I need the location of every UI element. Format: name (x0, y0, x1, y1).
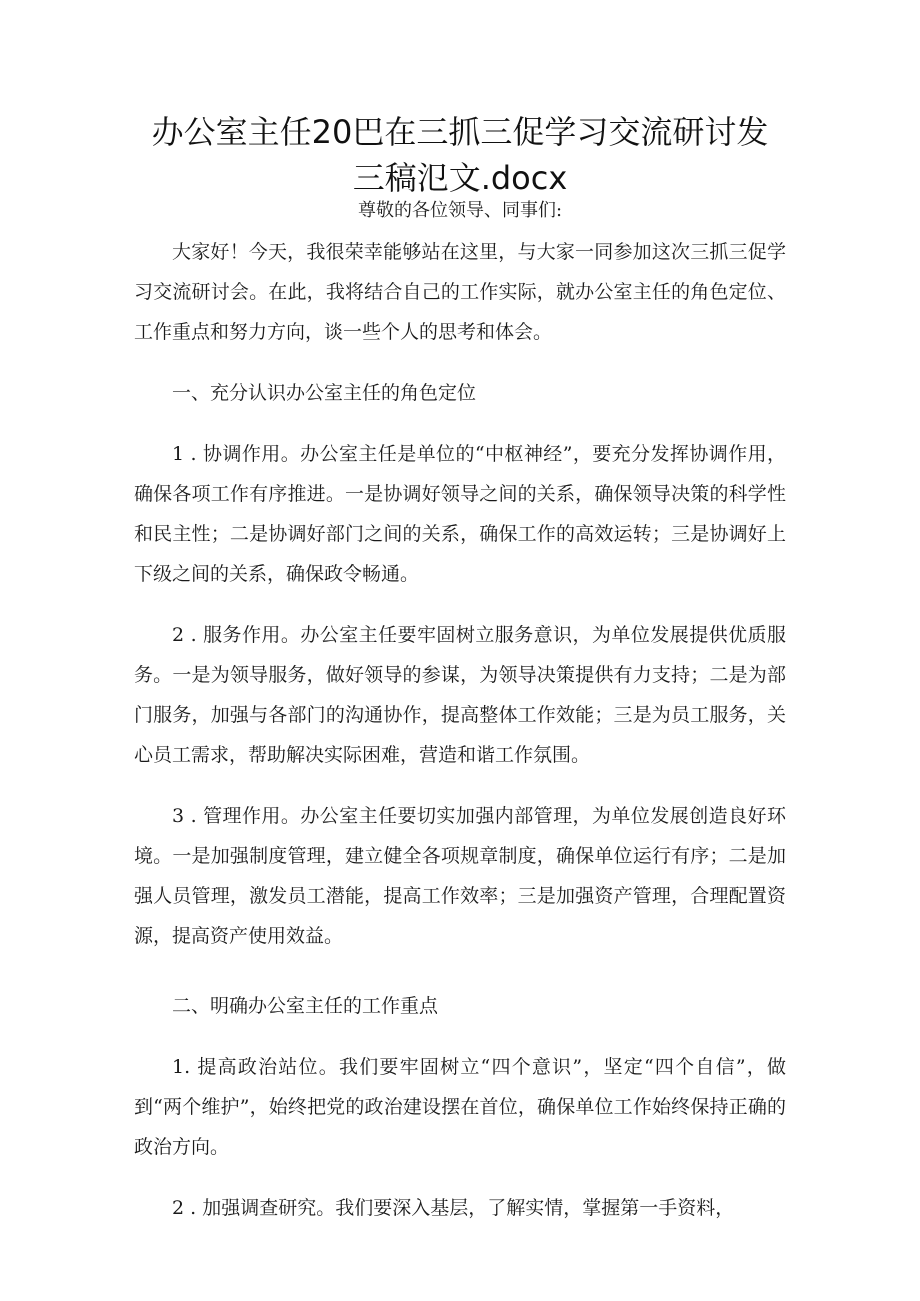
document-body (134, 232, 786, 1249)
document-title-line-2: 三稿氾文.docx (352, 159, 568, 197)
section-heading-2: 二、明确办公室主任的工作重点 (172, 995, 439, 1017)
document-title-line-1: 办公室主任20巴在三抓三促学习交流研讨发 (151, 113, 769, 151)
paragraph-intro: 大家好！今天，我很荣幸能够站在这里，与大家一同参加这次三抓三促学习交流研讨会。在此，我将结合自己的工作实际，就办公室主任的角色定位、工作重点和努力方向，谈一些个人的思考和体会。 (134, 241, 786, 343)
paragraph-coordination: 1 . 协调作用。办公室主任是单位的“中枢神经”，要充分发挥协调作用，确保各项工作有序推进。一是协调好领导之间的关系，确保领导决策的科学性和民主性；二是协调好部门之间的关系，确保工作的高效运转；三是协调好上下级之间的关系，确保政令畅通。 (134, 443, 786, 585)
section-heading-1: 一、充分认识办公室主任的角色定位 (172, 382, 477, 404)
paragraph-management: 3 . 管理作用。办公室主任要切实加强内部管理，为单位发展创造良好环境。一是加强制度管理，建立健全各项规章制度，确保单位运行有序；二是加强人员管理，激发员工潜能，提高工作效率；三是加强资产管理，合理配置资源，提高资产使用效益。 (134, 805, 786, 947)
paragraph-service: 2 . 服务作用。办公室主任要牢固树立服务意识，为单位发展提供优质服务。一是为领导服务，做好领导的参谋，为领导决策提供有力支持；二是为部门服务，加强与各部门的沟通协作，提高整体工作效能；三是为员工服务，关心员工需求，帮助解决实际困难，营造和谐工作氛围。 (134, 624, 786, 766)
paragraph-political-stance: 1. 提高政治站位。我们要牢固树立“四个意识”，坚定“四个自信”，做到“两个维护”，始终把党的政治建设摆在首位，确保单位工作始终保持正确的政治方向。 (134, 1056, 786, 1158)
paragraph-research: 2 . 加强调查研究。我们要深入基层，了解实情，掌握第一手资料， (172, 1197, 735, 1219)
salutation: 尊敬的各位领导、同事们: (357, 200, 563, 221)
